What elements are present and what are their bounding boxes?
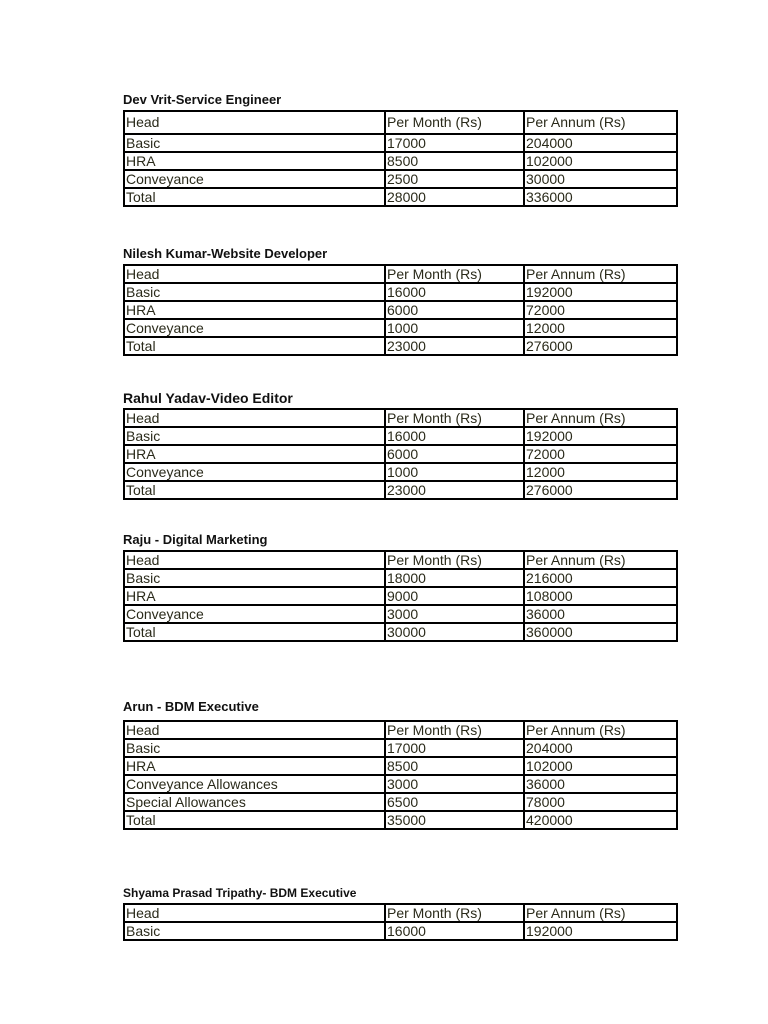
salary-section-nilesh-kumar bbox=[123, 246, 678, 356]
table-cell: 6000 bbox=[385, 445, 524, 463]
table-cell: 23000 bbox=[385, 337, 524, 355]
table-cell: 18000 bbox=[385, 569, 524, 587]
table-cell: 276000 bbox=[524, 337, 677, 355]
table-cell: Conveyance bbox=[124, 605, 385, 623]
table-cell: 204000 bbox=[524, 134, 677, 152]
table-row bbox=[124, 283, 677, 301]
table-cell: 1000 bbox=[385, 463, 524, 481]
header-cell: Head bbox=[124, 721, 385, 739]
header-cell: Head bbox=[124, 111, 385, 134]
table-cell: Special Allowances bbox=[124, 793, 385, 811]
salary-section-raju bbox=[123, 532, 678, 642]
table-cell: 3000 bbox=[385, 605, 524, 623]
table-row-total bbox=[124, 623, 677, 641]
salary-table bbox=[123, 550, 678, 642]
section-title: Arun - BDM Executive bbox=[123, 699, 259, 714]
table-cell: 16000 bbox=[385, 283, 524, 301]
table-cell: Total bbox=[124, 623, 385, 641]
header-cell: Per Month (Rs) bbox=[385, 111, 524, 134]
table-row bbox=[124, 569, 677, 587]
table-cell: 204000 bbox=[524, 739, 677, 757]
table-row bbox=[124, 793, 677, 811]
table-cell: HRA bbox=[124, 152, 385, 170]
salary-section-rahul-yadav bbox=[123, 390, 678, 500]
header-cell: Per Month (Rs) bbox=[385, 409, 524, 427]
table-cell: 360000 bbox=[524, 623, 677, 641]
table-row-total bbox=[124, 337, 677, 355]
table-cell: 102000 bbox=[524, 152, 677, 170]
table-header-row bbox=[124, 721, 677, 739]
table-cell: Basic bbox=[124, 569, 385, 587]
section-title: Shyama Prasad Tripathy- BDM Executive bbox=[123, 886, 357, 900]
table-cell: HRA bbox=[124, 301, 385, 319]
table-cell: Basic bbox=[124, 283, 385, 301]
section-title: Nilesh Kumar-Website Developer bbox=[123, 246, 328, 261]
table-row-total bbox=[124, 481, 677, 499]
table-header-row bbox=[124, 409, 677, 427]
table-cell: 12000 bbox=[524, 463, 677, 481]
table-cell: 276000 bbox=[524, 481, 677, 499]
table-header-row bbox=[124, 904, 677, 922]
section-title: Dev Vrit-Service Engineer bbox=[123, 92, 282, 107]
section-title: Raju - Digital Marketing bbox=[123, 532, 268, 547]
table-cell: Total bbox=[124, 811, 385, 829]
table-cell: 8500 bbox=[385, 757, 524, 775]
table-cell: 36000 bbox=[524, 775, 677, 793]
table-cell: Basic bbox=[124, 739, 385, 757]
table-cell: 192000 bbox=[524, 283, 677, 301]
table-cell: 17000 bbox=[385, 134, 524, 152]
table-cell: 6500 bbox=[385, 793, 524, 811]
table-row bbox=[124, 922, 677, 940]
table-header-row bbox=[124, 111, 677, 134]
table-cell: 192000 bbox=[524, 922, 677, 940]
salary-section-shyama-prasad bbox=[123, 885, 678, 941]
section-title: Rahul Yadav-Video Editor bbox=[123, 390, 293, 406]
salary-section-dev-vrit bbox=[123, 92, 678, 207]
table-row bbox=[124, 757, 677, 775]
table-row bbox=[124, 134, 677, 152]
header-cell: Head bbox=[124, 409, 385, 427]
table-cell: HRA bbox=[124, 445, 385, 463]
table-cell: 3000 bbox=[385, 775, 524, 793]
header-cell: Per Month (Rs) bbox=[385, 904, 524, 922]
table-cell: 8500 bbox=[385, 152, 524, 170]
salary-table bbox=[123, 720, 678, 830]
table-cell: 192000 bbox=[524, 427, 677, 445]
table-row bbox=[124, 463, 677, 481]
table-row-total bbox=[124, 811, 677, 829]
header-cell: Per Month (Rs) bbox=[385, 265, 524, 283]
table-cell: 72000 bbox=[524, 445, 677, 463]
table-cell: Conveyance bbox=[124, 170, 385, 188]
salary-table bbox=[123, 408, 678, 500]
table-cell: Total bbox=[124, 188, 385, 206]
salary-table bbox=[123, 110, 678, 207]
table-cell: 12000 bbox=[524, 319, 677, 337]
header-cell: Per Annum (Rs) bbox=[524, 265, 677, 283]
table-cell: 9000 bbox=[385, 587, 524, 605]
table-row bbox=[124, 170, 677, 188]
salary-section-arun bbox=[123, 699, 678, 830]
table-cell: Basic bbox=[124, 922, 385, 940]
salary-table bbox=[123, 264, 678, 356]
table-cell: 216000 bbox=[524, 569, 677, 587]
header-cell: Per Month (Rs) bbox=[385, 721, 524, 739]
table-header-row bbox=[124, 265, 677, 283]
table-cell: 23000 bbox=[385, 481, 524, 499]
salary-table bbox=[123, 903, 678, 941]
table-cell: HRA bbox=[124, 587, 385, 605]
table-cell: Conveyance bbox=[124, 319, 385, 337]
table-cell: 336000 bbox=[524, 188, 677, 206]
header-cell: Head bbox=[124, 551, 385, 569]
table-row bbox=[124, 605, 677, 623]
table-row bbox=[124, 301, 677, 319]
table-cell: 17000 bbox=[385, 739, 524, 757]
table-cell: Total bbox=[124, 337, 385, 355]
table-cell: 16000 bbox=[385, 427, 524, 445]
table-cell: 78000 bbox=[524, 793, 677, 811]
table-row bbox=[124, 445, 677, 463]
table-cell: Conveyance Allowances bbox=[124, 775, 385, 793]
table-row bbox=[124, 319, 677, 337]
header-cell: Per Annum (Rs) bbox=[524, 409, 677, 427]
header-cell: Head bbox=[124, 265, 385, 283]
table-cell: 16000 bbox=[385, 922, 524, 940]
table-cell: 1000 bbox=[385, 319, 524, 337]
table-row bbox=[124, 427, 677, 445]
table-cell: 30000 bbox=[524, 170, 677, 188]
table-cell: 108000 bbox=[524, 587, 677, 605]
table-cell: 28000 bbox=[385, 188, 524, 206]
table-cell: 102000 bbox=[524, 757, 677, 775]
table-cell: Conveyance bbox=[124, 463, 385, 481]
header-cell: Per Annum (Rs) bbox=[524, 721, 677, 739]
table-cell: 35000 bbox=[385, 811, 524, 829]
header-cell: Per Month (Rs) bbox=[385, 551, 524, 569]
table-cell: 420000 bbox=[524, 811, 677, 829]
table-cell: HRA bbox=[124, 757, 385, 775]
table-cell: Basic bbox=[124, 427, 385, 445]
table-row bbox=[124, 739, 677, 757]
header-cell: Per Annum (Rs) bbox=[524, 551, 677, 569]
table-cell: 6000 bbox=[385, 301, 524, 319]
table-cell: Basic bbox=[124, 134, 385, 152]
header-cell: Per Annum (Rs) bbox=[524, 904, 677, 922]
header-cell: Head bbox=[124, 904, 385, 922]
table-header-row bbox=[124, 551, 677, 569]
table-cell: 72000 bbox=[524, 301, 677, 319]
table-cell: 30000 bbox=[385, 623, 524, 641]
table-cell: 36000 bbox=[524, 605, 677, 623]
table-row-total bbox=[124, 188, 677, 206]
table-row bbox=[124, 775, 677, 793]
table-row bbox=[124, 587, 677, 605]
table-row bbox=[124, 152, 677, 170]
table-cell: 2500 bbox=[385, 170, 524, 188]
header-cell: Per Annum (Rs) bbox=[524, 111, 677, 134]
table-cell: Total bbox=[124, 481, 385, 499]
